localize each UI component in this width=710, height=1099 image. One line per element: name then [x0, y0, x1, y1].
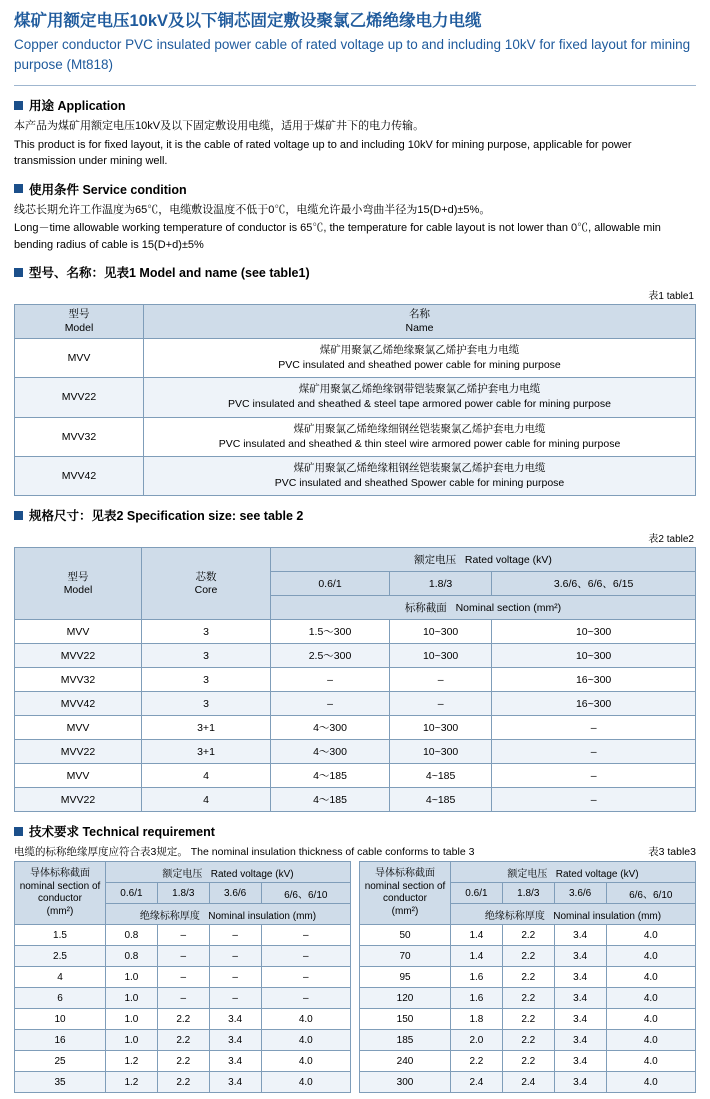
table-row — [15, 988, 351, 1009]
cell-thickness-v1: 1.6 — [451, 967, 503, 988]
cell-section-v2: 10~300 — [390, 644, 492, 668]
table-row — [15, 620, 696, 644]
section-header-application — [14, 96, 696, 114]
cell-thickness-v2: 2.2 — [502, 946, 554, 967]
cell-name-en: PVC insulated and sheathed & thin steel wire armored power cable for mining purpose — [218, 437, 621, 450]
header-conductor-cn: 导体标称截面 — [30, 868, 90, 880]
header-cell-voltage-6-10: 6/6、6/10 — [606, 883, 695, 904]
cell-thickness-v3: 3.4 — [209, 1009, 261, 1030]
cell-thickness-v4: 4.0 — [261, 1051, 350, 1072]
cell-thickness-v2: 2.2 — [502, 967, 554, 988]
cell-thickness-v2: 2.2 — [502, 988, 554, 1009]
cell-thickness-v2: 2.2 — [157, 1051, 209, 1072]
cell-conductor-section: 6 — [15, 988, 106, 1009]
cell-section-v3: 10~300 — [492, 644, 696, 668]
table-row — [15, 740, 696, 764]
header-thickness-en: Nominal insulation (mm) — [553, 910, 662, 922]
cell-thickness-v3: 3.4 — [554, 988, 606, 1009]
cell-thickness-v2: – — [157, 967, 209, 988]
header-cell-nominal-insulation — [451, 904, 696, 925]
cell-conductor-section: 35 — [15, 1072, 106, 1093]
header-section-cn: 标称截面 — [404, 602, 447, 615]
cell-thickness-v2: 2.2 — [157, 1072, 209, 1093]
table-model-and-name — [14, 304, 696, 496]
table-specification-size — [14, 547, 696, 812]
table-header-row — [15, 305, 696, 338]
table-row — [360, 946, 696, 967]
table-row — [15, 788, 696, 812]
cell-thickness-v3: 3.4 — [209, 1030, 261, 1051]
cell-name — [144, 417, 696, 456]
cell-name-cn: 煤矿用聚氯乙烯绝缘粗钢丝铠装聚氯乙烯护套电力电缆 — [293, 461, 546, 474]
cell-model: MVV — [15, 338, 144, 377]
cell-section-v1: – — [271, 668, 390, 692]
cell-thickness-v1: 1.0 — [106, 1030, 158, 1051]
title-chinese: 煤矿用额定电压10kV及以下铜芯固定敷设聚氯乙烯绝缘电力电缆 — [14, 12, 482, 30]
cell-section-v2: 10~300 — [390, 620, 492, 644]
cell-thickness-v3: – — [209, 925, 261, 946]
cell-model: MVV32 — [15, 668, 142, 692]
cell-core: 3+1 — [142, 740, 271, 764]
header-cell-voltage-3.6-6: 3.6/6 — [209, 883, 261, 904]
cell-section-v1: 4～185 — [271, 788, 390, 812]
table-row — [360, 1051, 696, 1072]
cell-conductor-section: 1.5 — [15, 925, 106, 946]
cell-thickness-v4: – — [261, 946, 350, 967]
header-cell-voltage-3.6-6: 3.6/6 — [554, 883, 606, 904]
cell-section-v3: – — [492, 716, 696, 740]
table-row — [360, 1072, 696, 1093]
header-conductor-unit: (mm²) — [46, 905, 74, 917]
cell-thickness-v2: 2.2 — [502, 1051, 554, 1072]
cell-thickness-v4: 4.0 — [261, 1030, 350, 1051]
cell-core: 3 — [142, 620, 271, 644]
cell-thickness-v3: 3.4 — [554, 925, 606, 946]
cell-thickness-v4: 4.0 — [261, 1072, 350, 1093]
cell-thickness-v4: 4.0 — [606, 1009, 695, 1030]
technical-note-row — [14, 844, 696, 859]
cell-section-v1: 4～185 — [271, 764, 390, 788]
section-title-application: 用途 Application — [29, 99, 126, 114]
cell-model: MVV32 — [15, 417, 144, 456]
cell-thickness-v1: 1.2 — [106, 1051, 158, 1072]
cell-thickness-v1: 1.0 — [106, 988, 158, 1009]
cell-core: 3 — [142, 644, 271, 668]
cell-name-cn: 煤矿用聚氯乙烯绝缘细钢丝铠装聚氯乙烯护套电力电缆 — [293, 422, 546, 435]
cell-section-v2: 4~185 — [390, 788, 492, 812]
cell-thickness-v2: 2.2 — [502, 925, 554, 946]
cell-section-v1: 4～300 — [271, 716, 390, 740]
cell-thickness-v4: 4.0 — [606, 988, 695, 1009]
header-voltage-en: Rated voltage (kV) — [555, 868, 639, 880]
cell-thickness-v2: – — [157, 946, 209, 967]
table-row — [15, 1030, 351, 1051]
table3-wrapper — [14, 861, 696, 1093]
table-insulation-thickness-right — [359, 861, 696, 1093]
cell-section-v3: – — [492, 788, 696, 812]
cell-name-en: PVC insulated and sheathed power cable for mining purpose — [278, 358, 561, 371]
table-row — [15, 716, 696, 740]
header-cell-voltage-3.6-6: 3.6/6、6/6、6/15 — [492, 572, 696, 596]
cell-section-v3: 10~300 — [492, 620, 696, 644]
cell-model: MVV22 — [15, 740, 142, 764]
header-model-en: Model — [64, 321, 94, 334]
bullet-square-icon — [14, 827, 23, 836]
cell-thickness-v2: – — [157, 925, 209, 946]
cell-thickness-v1: 1.2 — [106, 1072, 158, 1093]
cell-thickness-v3: 3.4 — [209, 1051, 261, 1072]
cell-thickness-v1: 1.6 — [451, 988, 503, 1009]
cell-name-cn: 煤矿用聚氯乙烯绝缘聚氯乙烯护套电力电缆 — [319, 343, 520, 356]
header-cell-voltage-0.6-1: 0.6/1 — [106, 883, 158, 904]
technical-note: 电缆的标称绝缘厚度应符合表3规定。 The nominal insulation thickness of cable conforms to table 3 — [14, 846, 475, 859]
header-voltage-en: Rated voltage (kV) — [464, 554, 552, 567]
bullet-square-icon — [14, 184, 23, 193]
cell-thickness-v4: 4.0 — [606, 925, 695, 946]
cell-thickness-v4: 4.0 — [606, 1072, 695, 1093]
cell-thickness-v2: – — [157, 988, 209, 1009]
header-cell-rated-voltage — [451, 862, 696, 883]
table-row — [360, 1030, 696, 1051]
cell-conductor-section: 240 — [360, 1051, 451, 1072]
header-core-en: Core — [194, 583, 218, 596]
header-cell-voltage-1.8-3: 1.8/3 — [157, 883, 209, 904]
cell-thickness-v3: 3.4 — [554, 967, 606, 988]
cell-thickness-v3: – — [209, 988, 261, 1009]
cell-thickness-v4: 4.0 — [606, 946, 695, 967]
cell-thickness-v2: 2.2 — [157, 1009, 209, 1030]
cell-name — [144, 456, 696, 495]
cell-model: MVV — [15, 764, 142, 788]
application-text-en: This product is for fixed layout, it is the cable of rated voltage up to and including 10kV for mining purpose, applicable for power transmission under mining well. — [14, 138, 632, 168]
header-name-cn: 名称 — [409, 308, 430, 321]
cell-conductor-section: 150 — [360, 1009, 451, 1030]
cell-conductor-section: 16 — [15, 1030, 106, 1051]
header-section-en: Nominal section (mm²) — [455, 602, 562, 615]
table-header-row — [15, 548, 696, 572]
header-model-en: Model — [63, 583, 93, 596]
cell-thickness-v4: 4.0 — [261, 1009, 350, 1030]
table-row — [15, 692, 696, 716]
cell-thickness-v4: 4.0 — [606, 1030, 695, 1051]
cell-thickness-v4: – — [261, 988, 350, 1009]
header-cell-voltage-0.6-1: 0.6/1 — [271, 572, 390, 596]
application-text-cn: 本产品为煤矿用额定电压10kV及以下固定敷设用电缆，适用于煤矿井下的电力传输。 — [14, 120, 425, 133]
service-text-en: Long－time allowable working temperature of conductor is 65℃, the temperature for cable layout is not lower than 0℃, allowable min bending radius of cable is 15(D+d)±5% — [14, 222, 661, 251]
cell-thickness-v2: 2.2 — [157, 1030, 209, 1051]
header-cell-model — [15, 305, 144, 338]
cell-name-en: PVC insulated and sheathed & steel tape armored power cable for mining purpose — [228, 398, 611, 411]
cell-model: MVV — [15, 716, 142, 740]
cell-thickness-v2: 2.4 — [502, 1072, 554, 1093]
section-header-specification — [14, 506, 696, 524]
header-cell-voltage-1.8-3: 1.8/3 — [390, 572, 492, 596]
cell-section-v2: – — [390, 668, 492, 692]
cell-section-v1: – — [271, 692, 390, 716]
table3-left — [14, 861, 351, 1093]
table-insulation-thickness-left — [14, 861, 351, 1093]
table-row — [360, 967, 696, 988]
header-cell-nominal-section — [271, 596, 696, 620]
cell-thickness-v1: 1.0 — [106, 967, 158, 988]
cell-core: 3 — [142, 692, 271, 716]
header-conductor-unit: (mm²) — [391, 905, 419, 917]
cell-section-v1: 2.5～300 — [271, 644, 390, 668]
cell-core: 3+1 — [142, 716, 271, 740]
header-conductor-cn: 导体标称截面 — [375, 868, 435, 880]
title-divider — [14, 85, 696, 86]
bullet-square-icon — [14, 268, 23, 277]
table-row — [15, 668, 696, 692]
section-title-model: 型号、名称：见表1 Model and name (see table1) — [29, 266, 310, 281]
header-cell-voltage-6-10: 6/6、6/10 — [261, 883, 350, 904]
cell-conductor-section: 300 — [360, 1072, 451, 1093]
title-english: Copper conductor PVC insulated power cable of rated voltage up to and including 10kV for fixed layout for mining purpose (Mt818) — [14, 36, 691, 73]
cell-section-v3: – — [492, 764, 696, 788]
header-voltage-cn: 额定电压 — [414, 554, 457, 567]
header-cell-name — [144, 305, 696, 338]
table-row — [15, 1051, 351, 1072]
cell-conductor-section: 4 — [15, 967, 106, 988]
cell-section-v2: 10~300 — [390, 716, 492, 740]
header-model-cn: 型号 — [68, 308, 90, 321]
table-row — [15, 378, 696, 417]
cell-thickness-v4: – — [261, 925, 350, 946]
cell-thickness-v4: 4.0 — [606, 967, 695, 988]
header-cell-rated-voltage — [106, 862, 351, 883]
table-header-row — [360, 862, 696, 883]
table-row — [15, 967, 351, 988]
header-cell-voltage-1.8-3: 1.8/3 — [502, 883, 554, 904]
section-header-technical — [14, 822, 696, 840]
cell-conductor-section: 25 — [15, 1051, 106, 1072]
header-voltage-en: Rated voltage (kV) — [210, 868, 294, 880]
header-cell-core — [142, 548, 271, 620]
cell-model: MVV22 — [15, 644, 142, 668]
section-header-service-condition — [14, 180, 696, 198]
service-text-cn: 线芯长期允许工作温度为65℃，电缆敷设温度不低于0℃，电缆允许最小弯曲半径为15(D+d)±5%。 — [14, 203, 491, 216]
cell-model: MVV — [15, 620, 142, 644]
cell-conductor-section: 185 — [360, 1030, 451, 1051]
cell-thickness-v1: 1.4 — [451, 946, 503, 967]
header-conductor-en: nominal section of conductor — [19, 880, 101, 905]
header-cell-conductor-section — [360, 862, 451, 925]
cell-thickness-v3: 3.4 — [554, 1009, 606, 1030]
cell-thickness-v1: 0.8 — [106, 946, 158, 967]
cell-section-v2: 10~300 — [390, 740, 492, 764]
cell-name — [144, 378, 696, 417]
section-header-model — [14, 263, 696, 281]
table-row — [15, 644, 696, 668]
bullet-square-icon — [14, 101, 23, 110]
header-cell-model — [15, 548, 142, 620]
header-core-cn: 芯数 — [195, 570, 217, 583]
cell-core: 4 — [142, 788, 271, 812]
cell-thickness-v1: 2.4 — [451, 1072, 503, 1093]
header-name-en: Name — [405, 321, 434, 334]
header-voltage-cn: 额定电压 — [162, 868, 203, 880]
cell-thickness-v4: 4.0 — [606, 1051, 695, 1072]
cell-section-v3: – — [492, 740, 696, 764]
cell-conductor-section: 10 — [15, 1009, 106, 1030]
cell-section-v1: 1.5～300 — [271, 620, 390, 644]
header-cell-nominal-insulation — [106, 904, 351, 925]
cell-thickness-v3: 3.4 — [209, 1072, 261, 1093]
header-cell-voltage-0.6-1: 0.6/1 — [451, 883, 503, 904]
cell-name-cn: 煤矿用聚氯乙烯绝缘钢带铠装聚氯乙烯护套电力电缆 — [298, 383, 541, 396]
cell-thickness-v3: – — [209, 967, 261, 988]
cell-thickness-v1: 0.8 — [106, 925, 158, 946]
cell-thickness-v2: 2.2 — [502, 1030, 554, 1051]
cell-core: 4 — [142, 764, 271, 788]
cell-conductor-section: 70 — [360, 946, 451, 967]
table-header-row — [15, 862, 351, 883]
header-thickness-cn: 绝缘标称厚度 — [139, 910, 200, 922]
cell-thickness-v1: 1.0 — [106, 1009, 158, 1030]
cell-thickness-v1: 2.0 — [451, 1030, 503, 1051]
cell-core: 3 — [142, 668, 271, 692]
cell-section-v3: 16~300 — [492, 692, 696, 716]
table-row — [15, 456, 696, 495]
section-title-technical: 技术要求 Technical requirement — [29, 825, 215, 840]
table1-caption: 表1 table1 — [648, 291, 694, 303]
table-row — [15, 946, 351, 967]
cell-section-v3: 16~300 — [492, 668, 696, 692]
table-row — [15, 338, 696, 377]
cell-section-v2: – — [390, 692, 492, 716]
table-row — [360, 988, 696, 1009]
table-row — [360, 1009, 696, 1030]
cell-thickness-v2: 2.2 — [502, 1009, 554, 1030]
header-thickness-cn: 绝缘标称厚度 — [484, 910, 545, 922]
cell-model: MVV42 — [15, 456, 144, 495]
table-row — [360, 925, 696, 946]
table-row — [15, 764, 696, 788]
section-title-specification: 规格尺寸：见表2 Specification size: see table 2 — [29, 509, 304, 524]
cell-name — [144, 338, 696, 377]
header-thickness-en: Nominal insulation (mm) — [208, 910, 317, 922]
cell-thickness-v3: 3.4 — [554, 1051, 606, 1072]
header-cell-conductor-section — [15, 862, 106, 925]
table-row — [15, 1072, 351, 1093]
cell-section-v1: 4～300 — [271, 740, 390, 764]
cell-conductor-section: 50 — [360, 925, 451, 946]
header-cell-rated-voltage — [271, 548, 696, 572]
header-model-cn: 型号 — [67, 570, 89, 583]
table-row — [15, 925, 351, 946]
table-row — [15, 1009, 351, 1030]
section-title-service-condition: 使用条件 Service condition — [29, 182, 187, 197]
cell-thickness-v1: 1.8 — [451, 1009, 503, 1030]
cell-thickness-v4: – — [261, 967, 350, 988]
cell-thickness-v1: 1.4 — [451, 925, 503, 946]
cell-thickness-v3: 3.4 — [554, 1030, 606, 1051]
cell-name-en: PVC insulated and sheathed Spower cable for mining purpose — [274, 477, 565, 490]
cell-thickness-v1: 2.2 — [451, 1051, 503, 1072]
page-title — [14, 10, 696, 75]
table3-caption: 表3 table3 — [648, 846, 696, 859]
header-voltage-cn: 额定电压 — [507, 868, 548, 880]
cell-thickness-v3: 3.4 — [554, 946, 606, 967]
cell-conductor-section: 95 — [360, 967, 451, 988]
cell-model: MVV22 — [15, 378, 144, 417]
table2-caption: 表2 table2 — [648, 534, 694, 546]
cell-model: MVV42 — [15, 692, 142, 716]
cell-section-v2: 4~185 — [390, 764, 492, 788]
table3-right — [359, 861, 696, 1093]
bullet-square-icon — [14, 511, 23, 520]
table-row — [15, 417, 696, 456]
cell-conductor-section: 2.5 — [15, 946, 106, 967]
cell-thickness-v3: – — [209, 946, 261, 967]
header-conductor-en: nominal section of conductor — [364, 880, 446, 905]
cell-thickness-v3: 3.4 — [554, 1072, 606, 1093]
cell-model: MVV22 — [15, 788, 142, 812]
cell-conductor-section: 120 — [360, 988, 451, 1009]
